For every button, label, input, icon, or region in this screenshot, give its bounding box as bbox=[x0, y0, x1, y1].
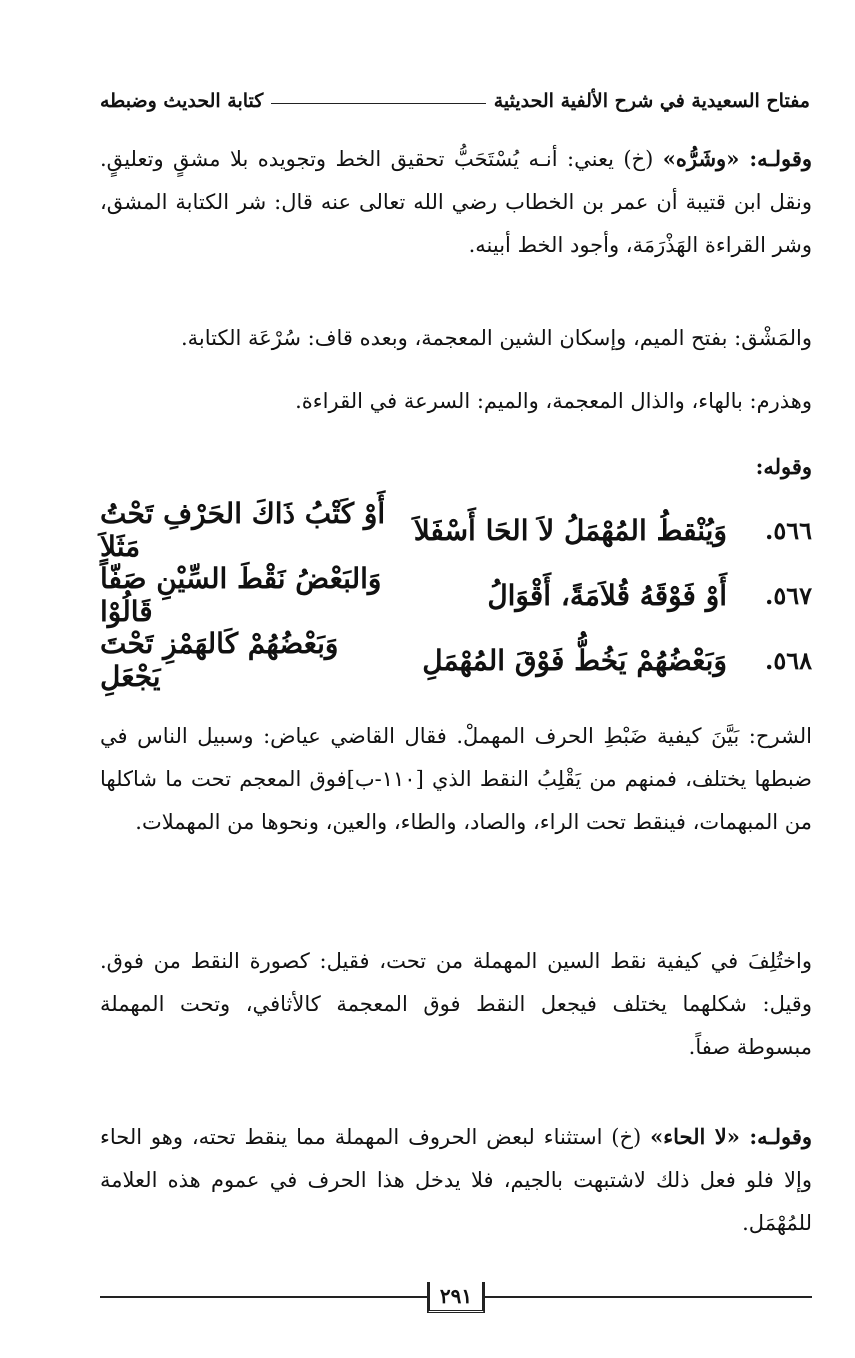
section-title: كتابة الحديث وضبطه bbox=[100, 90, 264, 112]
verse-intro: وقوله: bbox=[755, 454, 812, 479]
verse-row bbox=[100, 627, 812, 693]
verse-second-hemistich: أَوْ كَتْبُ ذَاكَ الحَرْفِ تَحْتُ مَثَلاَ bbox=[100, 497, 386, 563]
verse-number: ٥٦٧. bbox=[764, 580, 812, 610]
paragraph-7 bbox=[100, 1115, 812, 1245]
verse-number: ٥٦٨. bbox=[764, 645, 812, 675]
page-number: ٢٩١ bbox=[427, 1282, 485, 1313]
verse-first-hemistich: وَيُنْقطُ المُهْمَلُ لاَ الحَا أَسْفَلاَ bbox=[413, 513, 727, 547]
book-title: مفتاح السعيدية في شرح الألفية الحديثية bbox=[493, 90, 810, 112]
footer-rule-right bbox=[485, 1296, 812, 1298]
page-footer bbox=[100, 1282, 812, 1312]
paragraph-2: والمَشْق: بفتح الميم، وإسكان الشين المعجمة، وبعده قاف: سُرْعَة الكتابة. bbox=[181, 326, 812, 350]
running-header bbox=[100, 80, 810, 112]
verse-number: ٥٦٦. bbox=[764, 515, 812, 545]
verse-second-hemistich: وَبَعْضُهُمْ كَالهَمْزِ تَحْتَ يَجْعَلِ bbox=[100, 627, 339, 693]
footer-rule-left bbox=[100, 1296, 427, 1298]
paragraph-1-text: (خ) يعني: أنـه يُسْتَحَبُّ تحقيق الخط وتجويده بلا مشقٍ وتعليقٍ. ونقل ابن قتيبة أن عمر بن الخطاب رضي الله تعالى عنه قال: شر الكتابة المشق، وشر القراءة الهَذْرَمَة، وأجود الخط أبينه. bbox=[100, 147, 812, 257]
paragraph-6: واختُلِفَ في كيفية نقط السين المهملة من تحت، فقيل: كصورة النقط من فوق. وقيل: شكلهما يختلف فيجعل النقط فوق المعجمة كالأثافي، وتحت المهملة مبسوطة صفاً. bbox=[100, 949, 812, 1059]
verse-second-hemistich: وَالبَعْضُ نَقْطَ السِّيْنِ صَفّاً قَالُوْا bbox=[100, 562, 382, 628]
paragraph-7-text: (خ) استثناء لبعض الحروف المهملة مما ينقط تحته، وهو الحاء وإلا فلو فعل ذلك لاشتبهت بالجيم، فلا يدخل هذا الحرف في عموم هذه العلامة للمُهْمَل. bbox=[100, 1125, 812, 1235]
verse-row bbox=[100, 562, 812, 628]
verse-row bbox=[100, 497, 812, 563]
verse-first-hemistich: أَوْ فَوْقَهُ قُلاَمَةً، أَقْوَالُ bbox=[487, 578, 727, 612]
verse-first-hemistich: وَبَعْضُهُمْ يَخُطُّ فَوْقَ المُهْمَلِ bbox=[422, 643, 727, 677]
paragraph-3: وهذرم: بالهاء، والذال المعجمة، والميم: السرعة في القراءة. bbox=[295, 389, 812, 413]
paragraph-commentary: الشرح: بَيَّنَ كيفية ضَبْطِ الحرف المهملْ. فقال القاضي عياض: وسبيل الناس في ضبطها يختلف، فمنهم من يَقْلِبُ النقط الذي [١١٠-ب]فوق المعجم تحت ما شاكلها من المبهمات، فينقط تحت الراء، والصاد، والطاء، والعين، ونحوها من المهملات. bbox=[100, 724, 812, 834]
header-rule bbox=[271, 102, 485, 104]
paragraph-7-lead: وقولـه: «لا الحاء» bbox=[650, 1124, 813, 1149]
paragraph-1-lead: وقولـه: «وشَرُّه» bbox=[662, 146, 812, 171]
paragraph-1 bbox=[100, 137, 812, 267]
